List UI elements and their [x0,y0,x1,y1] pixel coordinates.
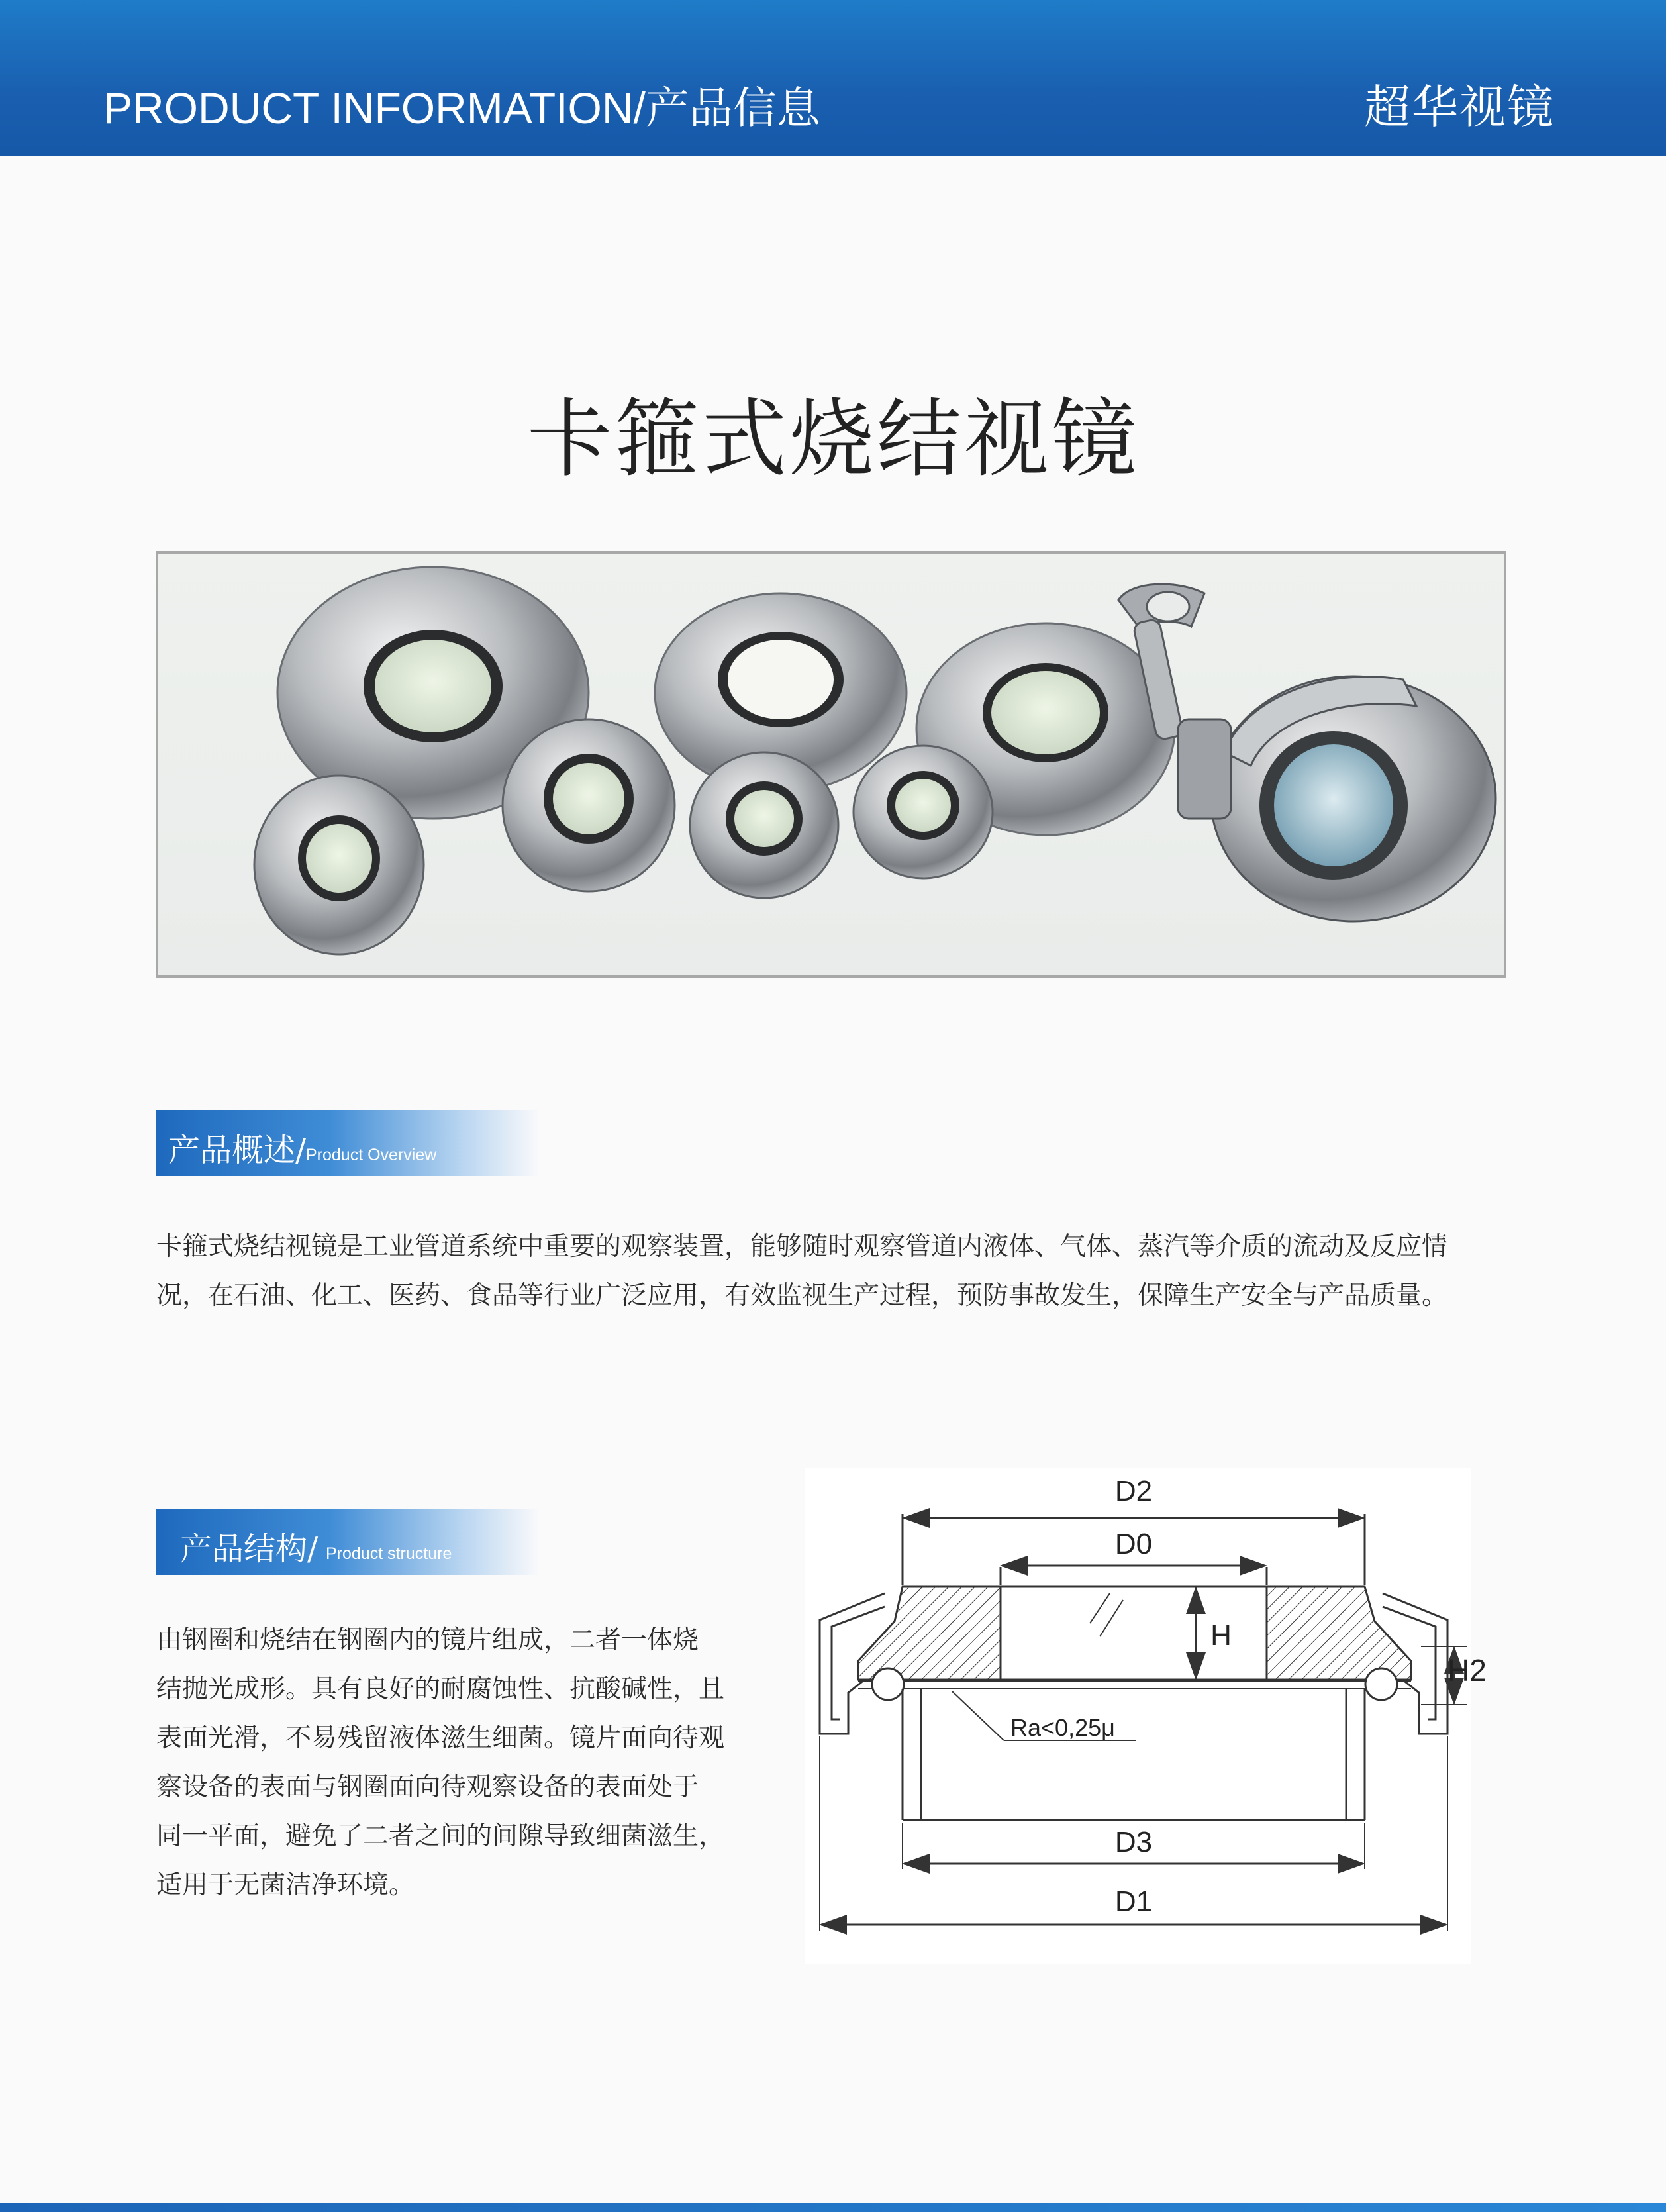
structure-line: 表面光滑，不易残留液体滋生细菌。镜片面向待观 [156,1723,725,1753]
overview-text [156,1223,1507,1321]
structure-drawing [805,1468,1487,1964]
structure-text [156,1616,752,1910]
label-d2: D2 [1114,1475,1153,1507]
structure-line: 结抛光成形。具有良好的耐腐蚀性、抗酸碱性，且 [156,1674,725,1704]
structure-label-cn: 产品结构/ [180,1531,318,1568]
structure-label-en: Product structure [326,1544,452,1563]
brand-name: 超华视镜 [1364,80,1555,134]
label-d1: D1 [1114,1885,1153,1918]
overview-line: 卡箍式烧结视镜是工业管道系统中重要的观察装置，能够随时观察管道内液体、气体、蒸汽等介质的流动及反应情 [156,1232,1448,1262]
structure-drawing-svg [805,1468,1487,1964]
sight-glass-small-1 [254,776,424,954]
label-ra: Ra<0,25μ [1010,1714,1115,1741]
structure-line: 由钢圈和烧结在钢圈内的镜片组成，二者一体烧 [156,1625,699,1655]
page-title: 卡箍式烧结视镜 [526,390,1139,489]
overview-label-en: Product Overview [306,1146,437,1164]
overview-section-tab [156,1110,540,1176]
structure-section-tab [156,1509,540,1575]
product-photo-illustration [158,554,1504,975]
structure-line: 同一平面，避免了二者之间的间隙导致细菌滋生， [156,1821,725,1851]
product-photo [156,551,1506,978]
label-d3: D3 [1114,1826,1153,1858]
label-h2: H2 [1447,1653,1487,1687]
label-h: H [1210,1619,1232,1652]
label-d0: D0 [1114,1528,1153,1560]
structure-line: 察设备的表面与钢圈面向待观察设备的表面处于 [156,1772,699,1802]
overview-label-cn: 产品概述/ [168,1132,307,1169]
sight-glass-small-4 [854,746,993,878]
header-title: PRODUCT INFORMATION/产品信息 [103,83,820,132]
clamp-assembly [1118,584,1496,921]
sight-glass-small-3 [690,752,838,898]
overview-line: 况，在石油、化工、医药、食品等行业广泛应用，有效监视生产过程，预防事故发生，保障生产安全与产品质量。 [156,1281,1448,1311]
structure-line: 适用于无菌洁净环境。 [156,1870,415,1900]
sight-glass-small-2 [503,719,675,891]
footer-bar [0,2203,1666,2212]
page-header [0,0,1666,156]
